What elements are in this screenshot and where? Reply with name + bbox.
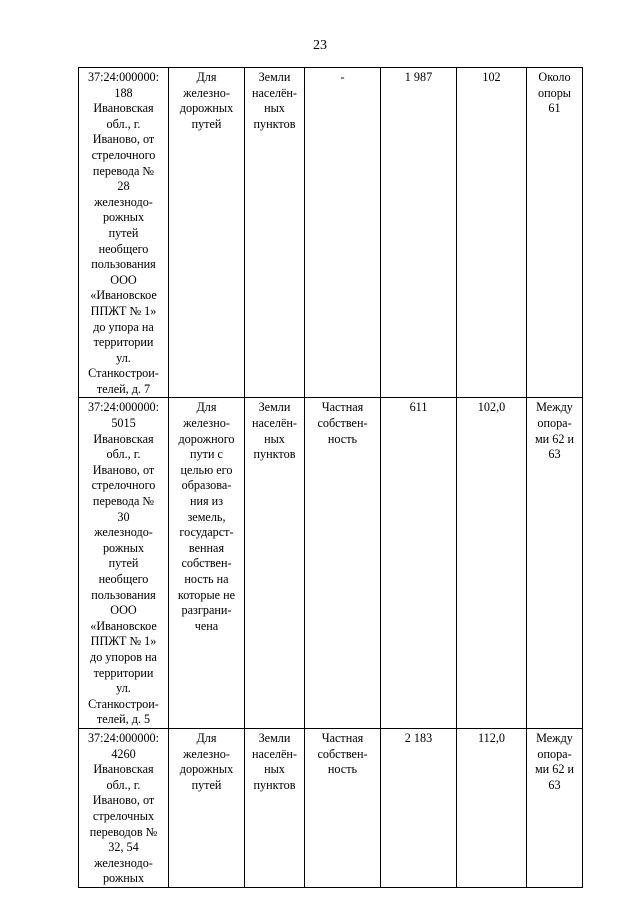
table-row (79, 68, 583, 398)
ownership-cell: Частная собствен- ность (305, 728, 381, 887)
length-cell: 102 (457, 68, 527, 398)
land-plots-table (78, 67, 583, 888)
length-cell: 102,0 (457, 398, 527, 728)
cadastral-number-cell: 37:24:000000: 188 Ивановская обл., г. Иваново, от стрелочного перевода № 28 железнодо- рожных путей необщего пользования ООО «Ивановское ППЖТ № 1» до упора на территории ул. Станкострои- телей, д. 7 (79, 68, 169, 398)
area-cell: 611 (381, 398, 457, 728)
location-cell: Около опоры 61 (527, 68, 583, 398)
purpose-cell: Для железно- дорожного пути с целью его образова- ния из земель, государст- венная собствен- ность на которые не разграни- чена (169, 398, 245, 728)
cadastral-number-cell: 37:24:000000: 5015 Ивановская обл., г. Иваново, от стрелочного перевода № 30 железнодо- рожных путей необщего пользования ООО «Ивановское ППЖТ № 1» до упоров на территории ул. Станкострои- телей, д. 5 (79, 398, 169, 728)
page-number: 23 (313, 38, 327, 53)
land-category-cell: Земли населён- ных пунктов (245, 398, 305, 728)
table-row (79, 398, 583, 728)
table-row (79, 728, 583, 887)
length-cell: 112,0 (457, 728, 527, 887)
ownership-cell: Частная собствен- ность (305, 398, 381, 728)
ownership-cell: - (305, 68, 381, 398)
area-cell: 2 183 (381, 728, 457, 887)
purpose-cell: Для железно- дорожных путей (169, 728, 245, 887)
area-cell: 1 987 (381, 68, 457, 398)
purpose-cell: Для железно- дорожных путей (169, 68, 245, 398)
land-category-cell: Земли населён- ных пунктов (245, 68, 305, 398)
location-cell: Между опора- ми 62 и 63 (527, 398, 583, 728)
location-cell: Между опора- ми 62 и 63 (527, 728, 583, 887)
land-category-cell: Земли населён- ных пунктов (245, 728, 305, 887)
cadastral-number-cell: 37:24:000000: 4260 Ивановская обл., г. Иваново, от стрелочных переводов № 32, 54 железнодо- рожных (79, 728, 169, 887)
